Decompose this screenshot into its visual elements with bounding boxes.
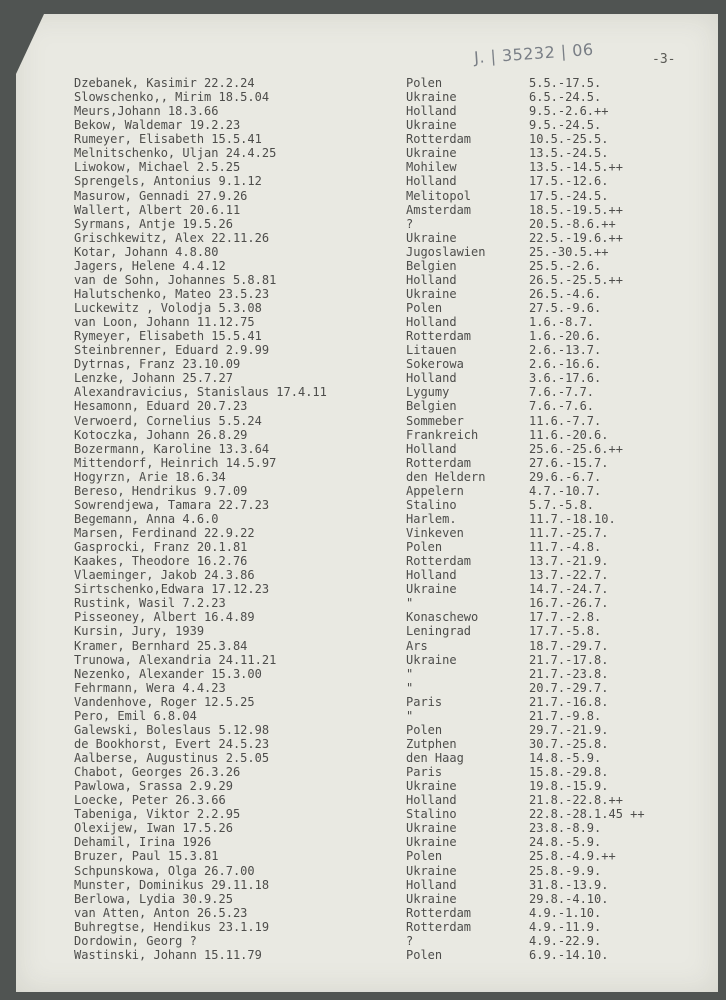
person-place: Holland xyxy=(406,793,457,808)
register-row xyxy=(74,217,714,231)
person-name-birthdate: Meurs,Johann 18.3.66 xyxy=(74,104,219,119)
stay-dates: 25.8.-4.9.++ xyxy=(529,849,616,864)
person-name-birthdate: van Atten, Anton 26.5.23 xyxy=(74,905,248,920)
register-row xyxy=(74,765,714,779)
person-place: Jugoslawien xyxy=(406,244,486,259)
register-row xyxy=(74,582,714,596)
person-name-birthdate: Munster, Dominikus 29.11.18 xyxy=(74,877,270,892)
stay-dates: 17.7.-2.8. xyxy=(529,610,602,625)
person-name-birthdate: Vandenhove, Roger 12.5.25 xyxy=(74,694,255,709)
stay-dates: 10.5.-25.5. xyxy=(529,132,609,147)
register-row xyxy=(74,948,714,962)
stay-dates: 11.7.-4.8. xyxy=(529,540,602,555)
person-name-birthdate: Melnitschenko, Uljan 24.4.25 xyxy=(74,146,277,161)
person-place: Polen xyxy=(406,722,443,737)
register-row xyxy=(74,807,714,821)
person-place: Ukraine xyxy=(406,835,457,850)
stay-dates: 17.5.-24.5. xyxy=(529,188,609,203)
stay-dates: 11.6.-20.6. xyxy=(529,427,609,442)
person-place: " xyxy=(406,708,414,723)
person-place: Ukraine xyxy=(406,891,457,906)
register-row xyxy=(74,835,714,849)
person-place: Polen xyxy=(406,76,443,90)
person-name-birthdate: Liwokow, Michael 2.5.25 xyxy=(74,160,241,175)
person-place: Rotterdam xyxy=(406,329,472,344)
person-name-birthdate: Pero, Emil 6.8.04 xyxy=(74,708,197,723)
person-place: Ukraine xyxy=(406,582,457,597)
person-name-birthdate: Rustink, Wasil 7.2.23 xyxy=(74,596,226,611)
register-row xyxy=(74,639,714,653)
person-name-birthdate: Trunowa, Alexandria 24.11.21 xyxy=(74,652,277,667)
register-row xyxy=(74,737,714,751)
person-name-birthdate: Tabeniga, Viktor 2.2.95 xyxy=(74,807,241,822)
stay-dates: 25.5.-2.6. xyxy=(529,258,602,273)
person-place: Rotterdam xyxy=(406,132,472,147)
person-name-birthdate: Pawlowa, Srassa 2.9.29 xyxy=(74,779,233,794)
stay-dates: 5.7.-5.8. xyxy=(529,497,595,512)
person-name-birthdate: Dzebanek, Kasimir 22.2.24 xyxy=(74,76,255,90)
register-row xyxy=(74,414,714,428)
person-name-birthdate: Kaakes, Theodore 16.2.76 xyxy=(74,554,248,569)
person-name-birthdate: Olexijew, Iwan 17.5.26 xyxy=(74,821,233,836)
person-name-birthdate: Wastinski, Johann 15.11.79 xyxy=(74,947,262,962)
person-place: Holland xyxy=(406,174,457,189)
person-place: Ukraine xyxy=(406,90,457,105)
person-place: " xyxy=(406,666,414,681)
stay-dates: 25.-30.5.++ xyxy=(529,244,609,259)
person-name-birthdate: Fehrmann, Wera 4.4.23 xyxy=(74,680,226,695)
person-name-birthdate: Sprengels, Antonius 9.1.12 xyxy=(74,174,262,189)
register-row xyxy=(74,892,714,906)
register-row xyxy=(74,118,714,132)
person-place: Ars xyxy=(406,638,428,653)
person-place: Holland xyxy=(406,568,457,583)
person-name-birthdate: Bozermann, Karoline 13.3.64 xyxy=(74,441,270,456)
person-name-birthdate: Sirtschenko,Edwara 17.12.23 xyxy=(74,582,270,597)
register-row xyxy=(74,287,714,301)
stay-dates: 29.8.-4.10. xyxy=(529,891,609,906)
stay-dates: 3.6.-17.6. xyxy=(529,371,602,386)
stay-dates: 21.7.-17.8. xyxy=(529,652,609,667)
stay-dates: 4.9.-11.9. xyxy=(529,919,602,934)
person-place: Belgien xyxy=(406,399,457,414)
register-row xyxy=(74,624,714,638)
person-name-birthdate: Jagers, Helene 4.4.12 xyxy=(74,258,226,273)
stay-dates: 5.5.-17.5. xyxy=(529,76,602,90)
person-place: Ukraine xyxy=(406,230,457,245)
person-place: Polen xyxy=(406,540,443,555)
register-row xyxy=(74,849,714,863)
person-name-birthdate: Loecke, Peter 26.3.66 xyxy=(74,793,226,808)
person-place: Vinkeven xyxy=(406,526,464,540)
register-row xyxy=(74,723,714,737)
person-place: Ukraine xyxy=(406,863,457,878)
stay-dates: 6.5.-24.5. xyxy=(529,90,602,105)
stay-dates: 23.8.-8.9. xyxy=(529,821,602,836)
person-name-birthdate: Rumeyer, Elisabeth 15.5.41 xyxy=(74,132,262,147)
person-name-birthdate: Kursin, Jury, 1939 xyxy=(74,624,205,639)
stay-dates: 2.6.-16.6. xyxy=(529,357,602,372)
stay-dates: 17.7.-5.8. xyxy=(529,624,602,639)
register-row xyxy=(74,526,714,540)
person-place: Sokerowa xyxy=(406,357,464,372)
person-place: Holland xyxy=(406,371,457,386)
stay-dates: 16.7.-26.7. xyxy=(529,596,609,611)
stay-dates: 18.5.-19.5.++ xyxy=(529,202,623,217)
person-place: Rotterdam xyxy=(406,554,472,569)
person-place: Paris xyxy=(406,694,443,709)
stay-dates: 29.7.-21.9. xyxy=(529,722,609,737)
person-name-birthdate: Verwoerd, Cornelius 5.5.24 xyxy=(74,413,262,428)
register-row xyxy=(74,596,714,610)
person-place: Rotterdam xyxy=(406,455,472,470)
person-place: den Haag xyxy=(406,751,464,765)
person-name-birthdate: Grischkewitz, Alex 22.11.26 xyxy=(74,230,270,245)
person-name-birthdate: Luckewitz , Volodja 5.3.08 xyxy=(74,301,262,315)
stay-dates: 4.9.-22.9. xyxy=(529,933,602,948)
register-row xyxy=(74,568,714,582)
person-name-birthdate: Alexandravicius, Stanislaus 17.4.11 xyxy=(74,385,327,400)
stay-dates: 21.7.-23.8. xyxy=(529,666,609,681)
person-place: Ukraine xyxy=(406,779,457,794)
stay-dates: 2.6.-13.7. xyxy=(529,343,602,358)
register-row xyxy=(74,273,714,287)
person-name-birthdate: Kramer, Bernhard 25.3.84 xyxy=(74,638,248,653)
person-place: Stalino xyxy=(406,807,457,822)
person-name-birthdate: Sowrendjewa, Tamara 22.7.23 xyxy=(74,497,270,512)
person-place: Paris xyxy=(406,765,443,780)
register-row xyxy=(74,104,714,118)
register-row xyxy=(74,189,714,203)
person-name-birthdate: Halutschenko, Mateo 23.5.23 xyxy=(74,286,270,301)
stay-dates: 27.5.-9.6. xyxy=(529,301,602,315)
person-name-birthdate: van de Sohn, Johannes 5.8.81 xyxy=(74,272,277,287)
register-row xyxy=(74,385,714,399)
person-place: ? xyxy=(406,933,414,948)
register-row xyxy=(74,498,714,512)
register-row xyxy=(74,779,714,793)
person-place: Polen xyxy=(406,849,443,864)
register-row xyxy=(74,681,714,695)
person-place: Leningrad xyxy=(406,624,472,639)
stay-dates: 7.6.-7.6. xyxy=(529,399,595,414)
register-row xyxy=(74,146,714,160)
stay-dates: 25.8.-9.9. xyxy=(529,863,602,878)
person-name-birthdate: Vlaeminger, Jakob 24.3.86 xyxy=(74,568,255,583)
register-row xyxy=(74,231,714,245)
register-row xyxy=(74,456,714,470)
torn-corner xyxy=(16,14,44,74)
register-row xyxy=(74,751,714,765)
person-place: ? xyxy=(406,216,414,231)
stay-dates: 20.5.-8.6.++ xyxy=(529,216,616,231)
register-row xyxy=(74,484,714,498)
register-row xyxy=(74,343,714,357)
person-name-birthdate: Pisseoney, Albert 16.4.89 xyxy=(74,610,255,625)
register-row xyxy=(74,653,714,667)
register-row xyxy=(74,709,714,723)
register-row xyxy=(74,793,714,807)
register-row xyxy=(74,695,714,709)
stay-dates: 7.6.-7.7. xyxy=(529,385,595,400)
register-row xyxy=(74,920,714,934)
person-place: Polen xyxy=(406,301,443,315)
person-name-birthdate: Marsen, Ferdinand 22.9.22 xyxy=(74,526,255,540)
person-name-birthdate: Hogyrzn, Arie 18.6.34 xyxy=(74,469,226,484)
person-place: Mohilew xyxy=(406,160,457,175)
stay-dates: 11.7.-18.10. xyxy=(529,511,616,526)
person-place: Zutphen xyxy=(406,736,457,751)
person-name-birthdate: Dytrnas, Franz 23.10.09 xyxy=(74,357,241,372)
register-row xyxy=(74,245,714,259)
person-place: Ukraine xyxy=(406,146,457,161)
person-name-birthdate: Slowschenko,, Mirim 18.5.04 xyxy=(74,90,270,105)
register-row xyxy=(74,540,714,554)
stay-dates: 1.6.-8.7. xyxy=(529,315,595,330)
person-name-birthdate: Begemann, Anna 4.6.0 xyxy=(74,511,219,526)
stay-dates: 15.8.-29.8. xyxy=(529,765,609,780)
stay-dates: 14.7.-24.7. xyxy=(529,582,609,597)
stay-dates: 13.7.-21.9. xyxy=(529,554,609,569)
person-name-birthdate: Aalberse, Augustinus 2.5.05 xyxy=(74,751,270,765)
register-row xyxy=(74,864,714,878)
register-row xyxy=(74,470,714,484)
person-place: Ukraine xyxy=(406,286,457,301)
stay-dates: 11.6.-7.7. xyxy=(529,413,602,428)
person-place: Frankreich xyxy=(406,427,479,442)
person-name-birthdate: Bekow, Waldemar 19.2.23 xyxy=(74,118,241,133)
stay-dates: 27.6.-15.7. xyxy=(529,455,609,470)
stay-dates: 13.5.-14.5.++ xyxy=(529,160,623,175)
stay-dates: 29.6.-6.7. xyxy=(529,469,602,484)
register-row xyxy=(74,667,714,681)
stay-dates: 13.7.-22.7. xyxy=(529,568,609,583)
person-place: Stalino xyxy=(406,497,457,512)
person-place: Lygumy xyxy=(406,385,450,400)
stay-dates: 19.8.-15.9. xyxy=(529,779,609,794)
register-row xyxy=(74,329,714,343)
person-place: Harlem. xyxy=(406,511,457,526)
person-name-birthdate: Wallert, Albert 20.6.11 xyxy=(74,202,241,217)
person-name-birthdate: Bruzer, Paul 15.3.81 xyxy=(74,849,219,864)
person-place: Appelern xyxy=(406,483,464,498)
person-place: Litauen xyxy=(406,343,457,358)
person-place: Holland xyxy=(406,315,457,330)
stay-dates: 9.5.-2.6.++ xyxy=(529,104,609,119)
stay-dates: 22.8.-28.1.45 ++ xyxy=(529,807,645,822)
register-row xyxy=(74,442,714,456)
person-name-birthdate: Lenzke, Johann 25.7.27 xyxy=(74,371,233,386)
register-row xyxy=(74,357,714,371)
register-row xyxy=(74,821,714,835)
person-place: Ukraine xyxy=(406,118,457,133)
person-place: Rotterdam xyxy=(406,919,472,934)
register-row xyxy=(74,554,714,568)
person-name-birthdate: Mittendorf, Heinrich 14.5.97 xyxy=(74,455,277,470)
person-place: Konaschewo xyxy=(406,610,479,625)
person-name-birthdate: Kotoczka, Johann 26.8.29 xyxy=(74,427,248,442)
register-row xyxy=(74,315,714,329)
page-number: -3- xyxy=(652,52,676,67)
person-place: Rotterdam xyxy=(406,905,472,920)
person-name-birthdate: Galewski, Boleslaus 5.12.98 xyxy=(74,722,270,737)
register-row xyxy=(74,399,714,413)
person-name-birthdate: Bereso, Hendrikus 9.7.09 xyxy=(74,483,248,498)
person-place: Melitopol xyxy=(406,188,472,203)
register-row xyxy=(74,76,714,90)
person-place: Sommeber xyxy=(406,413,464,428)
register-row xyxy=(74,174,714,188)
person-name-birthdate: Rymeyer, Elisabeth 15.5.41 xyxy=(74,329,262,344)
stay-dates: 21.7.-16.8. xyxy=(529,694,609,709)
person-place: " xyxy=(406,680,414,695)
register-list xyxy=(74,76,714,962)
person-place: Ukraine xyxy=(406,821,457,836)
register-row xyxy=(74,610,714,624)
stay-dates: 13.5.-24.5. xyxy=(529,146,609,161)
register-row xyxy=(74,878,714,892)
person-name-birthdate: Gasprocki, Franz 20.1.81 xyxy=(74,540,248,555)
stay-dates: 20.7.-29.7. xyxy=(529,680,609,695)
person-place: Amsterdam xyxy=(406,202,472,217)
person-place: Holland xyxy=(406,104,457,119)
person-place: Belgien xyxy=(406,258,457,273)
stay-dates: 25.6.-25.6.++ xyxy=(529,441,623,456)
person-place: Holland xyxy=(406,441,457,456)
stay-dates: 6.9.-14.10. xyxy=(529,947,609,962)
stay-dates: 21.8.-22.8.++ xyxy=(529,793,623,808)
person-name-birthdate: Dehamil, Irina 1926 xyxy=(74,835,212,850)
register-row xyxy=(74,90,714,104)
person-name-birthdate: Kotar, Johann 4.8.80 xyxy=(74,244,219,259)
person-place: Polen xyxy=(406,947,443,962)
person-place: Holland xyxy=(406,877,457,892)
person-name-birthdate: Steinbrenner, Eduard 2.9.99 xyxy=(74,343,270,358)
person-name-birthdate: de Bookhorst, Evert 24.5.23 xyxy=(74,736,270,751)
register-row xyxy=(74,301,714,315)
person-place: " xyxy=(406,596,414,611)
stay-dates: 30.7.-25.8. xyxy=(529,736,609,751)
stay-dates: 1.6.-20.6. xyxy=(529,329,602,344)
stay-dates: 4.9.-1.10. xyxy=(529,905,602,920)
stay-dates: 24.8.-5.9. xyxy=(529,835,602,850)
register-row xyxy=(74,132,714,146)
stay-dates: 17.5.-12.6. xyxy=(529,174,609,189)
stay-dates: 4.7.-10.7. xyxy=(529,483,602,498)
person-name-birthdate: Buhregtse, Hendikus 23.1.19 xyxy=(74,919,270,934)
person-name-birthdate: Syrmans, Antje 19.5.26 xyxy=(74,216,233,231)
stay-dates: 26.5.-25.5.++ xyxy=(529,272,623,287)
register-row xyxy=(74,203,714,217)
archive-annotation: J. | 35232 | 06 xyxy=(473,39,595,68)
register-row xyxy=(74,259,714,273)
register-row xyxy=(74,428,714,442)
person-name-birthdate: Berlowa, Lydia 30.9.25 xyxy=(74,891,233,906)
register-row xyxy=(74,512,714,526)
stay-dates: 14.8.-5.9. xyxy=(529,751,602,765)
person-place: Ukraine xyxy=(406,652,457,667)
person-place: Holland xyxy=(406,272,457,287)
person-name-birthdate: Nezenko, Alexander 15.3.00 xyxy=(74,666,262,681)
person-name-birthdate: Dordowin, Georg ? xyxy=(74,933,197,948)
person-name-birthdate: van Loon, Johann 11.12.75 xyxy=(74,315,255,330)
stay-dates: 9.5.-24.5. xyxy=(529,118,602,133)
register-row xyxy=(74,160,714,174)
person-name-birthdate: Chabot, Georges 26.3.26 xyxy=(74,765,241,780)
register-row xyxy=(74,934,714,948)
stay-dates: 18.7.-29.7. xyxy=(529,638,609,653)
stay-dates: 21.7.-9.8. xyxy=(529,708,602,723)
stay-dates: 26.5.-4.6. xyxy=(529,286,602,301)
stay-dates: 11.7.-25.7. xyxy=(529,526,609,540)
person-name-birthdate: Masurow, Gennadi 27.9.26 xyxy=(74,188,248,203)
person-name-birthdate: Schpunskowa, Olga 26.7.00 xyxy=(74,863,255,878)
person-name-birthdate: Hesamonn, Eduard 20.7.23 xyxy=(74,399,248,414)
stay-dates: 22.5.-19.6.++ xyxy=(529,230,623,245)
register-row xyxy=(74,906,714,920)
person-place: den Heldern xyxy=(406,469,486,484)
stay-dates: 31.8.-13.9. xyxy=(529,877,609,892)
register-row xyxy=(74,371,714,385)
